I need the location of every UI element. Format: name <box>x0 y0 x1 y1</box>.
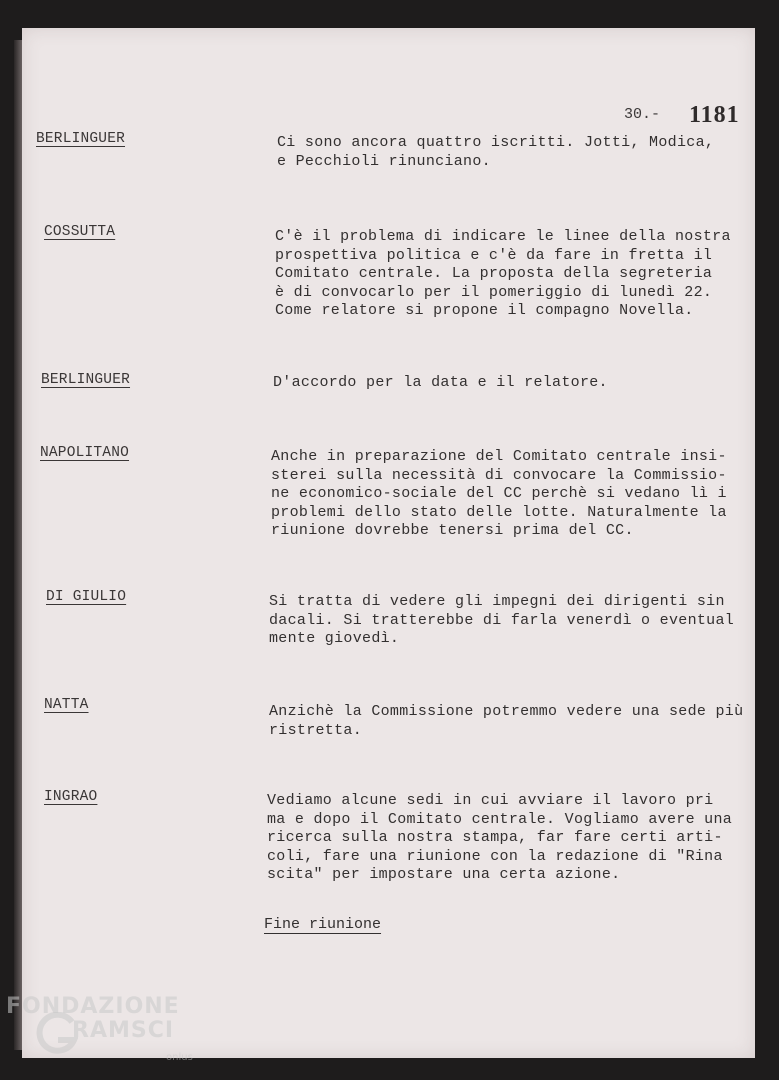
closing-note: Fine riunione <box>264 916 382 933</box>
archive-watermark <box>6 994 206 1074</box>
watermark-line1: FONDAZIONE <box>6 994 180 1019</box>
watermark-suffix: onlus <box>166 1052 193 1063</box>
speech-text: C'è il problema di indicare le linee della nostra prospettiva politica e c'è da fare in fretta il Comitato centrale. La proposta della segreteria è di convocarlo per il pomeriggio di lunedì 22. Come relatore si propone il compagno Novella. <box>275 228 731 319</box>
speaker-name: BERLINGUER <box>41 372 131 388</box>
speech-text: Vediamo alcune sedi in cui avviare il lavoro pri ma e dopo il Comitato centrale. Vogliamo avere una ricerca sulla nostra stampa, far fare certi arti- coli, fare una riunione con la redazione di "Rina scita" per impostare una certa azione. <box>267 792 733 883</box>
speaker-name: BERLINGUER <box>36 131 126 147</box>
watermark-line2: RAMSCI <box>72 1018 175 1043</box>
speech-text: D'accordo per la data e il relatore. <box>273 374 608 391</box>
speech-text: Si tratta di vedere gli impegni dei dirigenti sin dacali. Si tratterebbe di farla venerdì o eventual mente giovedì. <box>269 593 735 647</box>
page-number: 1181 <box>689 102 740 128</box>
speaker-name: DI GIULIO <box>46 589 127 605</box>
speaker-name: NATTA <box>44 697 89 713</box>
document-page <box>22 28 755 1058</box>
page-reference: 30.- <box>624 106 661 123</box>
speaker-name: COSSUTTA <box>44 224 116 240</box>
speech-text: Ci sono ancora quattro iscritti. Jotti, Modica, e Pecchioli rinunciano. <box>277 134 715 170</box>
binding-edge <box>14 40 22 1050</box>
speaker-name: NAPOLITANO <box>40 445 130 461</box>
speech-text: Anzichè la Commissione potremmo vedere una sede più ristretta. <box>269 703 744 739</box>
speech-text: Anche in preparazione del Comitato centrale insi- sterei sulla necessità di convocare la Commissio- ne economico-sociale del CC perchè si vedano lì i problemi dello stato delle lotte. Naturalmente la riunione dovrebbe tenersi prima del CC. <box>271 448 727 539</box>
speaker-name: INGRAO <box>44 789 98 805</box>
